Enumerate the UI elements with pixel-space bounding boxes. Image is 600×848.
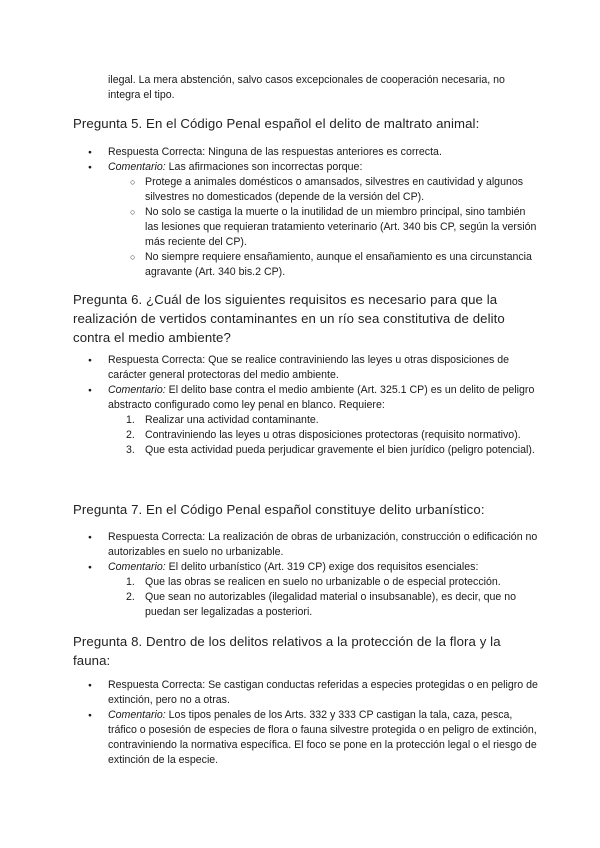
item-number: 2.: [126, 591, 135, 603]
question-5-title: Pregunta 5. En el Código Penal español el delito de maltrato animal:: [73, 116, 480, 131]
question-7-title: Pregunta 7. En el Código Penal español constituye delito urbanístico:: [73, 502, 485, 517]
question-8-list: [73, 678, 538, 768]
answer-label: Respuesta Correcta:: [108, 679, 206, 691]
item-text: Contraviniendo las leyes u otras disposiciones protectoras (requisito normativo).: [145, 429, 521, 441]
numbered-item: [108, 575, 538, 590]
numbered-item: [108, 413, 538, 428]
answer-label: Respuesta Correcta:: [108, 146, 206, 158]
question-5-list: [73, 145, 538, 280]
sublist-item: ○ Protege a animales domésticos o amansados, silvestres en cautividad y algunos silvestres no domesticados (depende de la versión del CP).: [108, 175, 538, 205]
comment-item: [73, 560, 538, 620]
question-6-title: Pregunta 6. ¿Cuál de los siguientes requisitos es necesario para que la realización de vertidos contaminantes en un río sea constitutiva de delito contra el medio ambiente?: [73, 292, 505, 345]
question-8-title: Pregunta 8. Dentro de los delitos relativos a la protección de la flora y la fauna:: [73, 634, 501, 668]
comment-numbered-list: [108, 575, 538, 620]
comment-label: Comentario:: [108, 561, 166, 573]
answer-text: Que se realice contraviniendo las leyes u otras disposiciones de carácter general protectoras del medio ambiente.: [108, 354, 510, 381]
comment-item: [73, 160, 538, 280]
comment-sublist: [108, 175, 538, 280]
question-6-list: [73, 353, 538, 458]
comment-text: El delito base contra el medio ambiente (Art. 325.1 CP) es un delito de peligro abstracto configurado como ley penal en blanco. Requiere:: [108, 384, 535, 411]
sublist-item: ○ No siempre requiere ensañamiento, aunque el ensañamiento es una circunstancia agravante (Art. 340 bis.2 CP).: [108, 250, 538, 280]
comment-label: Comentario:: [108, 161, 166, 173]
comment-item: [73, 383, 538, 458]
item-text: Que las obras se realicen en suelo no urbanizable o de especial protección.: [145, 576, 501, 588]
answer-label: Respuesta Correcta:: [108, 531, 206, 543]
item-number: 1.: [126, 414, 135, 426]
item-text: Que esta actividad pueda perjudicar gravemente el bien jurídico (peligro potencial).: [145, 444, 535, 456]
answer-item: [73, 678, 538, 708]
question-7-list: [73, 530, 538, 620]
continuation-text: ilegal. La mera abstención, salvo casos excepcionales de cooperación necesaria, no integra el tipo.: [108, 74, 505, 101]
item-number: 3.: [126, 444, 135, 456]
numbered-item: [108, 443, 538, 458]
answer-label: Respuesta Correcta:: [108, 354, 206, 366]
comment-text: El delito urbanístico (Art. 319 CP) exige dos requisitos esenciales:: [168, 561, 479, 573]
answer-item: [73, 530, 538, 560]
comment-label: Comentario:: [108, 384, 166, 396]
comment-label: Comentario:: [108, 709, 166, 721]
item-text: Realizar una actividad contaminante.: [145, 414, 319, 426]
item-number: 2.: [126, 429, 135, 441]
answer-item: [73, 145, 538, 160]
item-text: Que sean no autorizables (ilegalidad material o insubsanable), es decir, que no puedan ser legalizadas a posteriori.: [145, 591, 517, 618]
numbered-item: [108, 428, 538, 443]
answer-item: [73, 353, 538, 383]
answer-text: La realización de obras de urbanización, construcción o edificación no autorizables en suelo no urbanizable.: [108, 531, 538, 558]
comment-numbered-list: [108, 413, 538, 458]
answer-text: Ninguna de las respuestas anteriores es correcta.: [208, 146, 442, 158]
sublist-item: ○ No solo se castiga la muerte o la inutilidad de un miembro principal, sino también las lesiones que requieran tratamiento veterinario (Art. 340 bis CP, según la versión más reciente del CP).: [108, 205, 538, 250]
comment-text: Los tipos penales de los Arts. 332 y 333 CP castigan la tala, caza, pesca, tráfico o posesión de especies de flora o fauna silvestre protegida o en peligro de extinción, contraviniendo la normativa específica. El foco se pone en la protección legal o el riesgo de extinción de la especie.: [108, 709, 537, 766]
numbered-item: [108, 590, 538, 620]
comment-item: [73, 708, 538, 768]
answer-text: Se castigan conductas referidas a especies protegidas o en peligro de extinción, pero no a otras.: [108, 679, 538, 706]
comment-text: Las afirmaciones son incorrectas porque:: [168, 161, 363, 173]
item-number: 1.: [126, 576, 135, 588]
